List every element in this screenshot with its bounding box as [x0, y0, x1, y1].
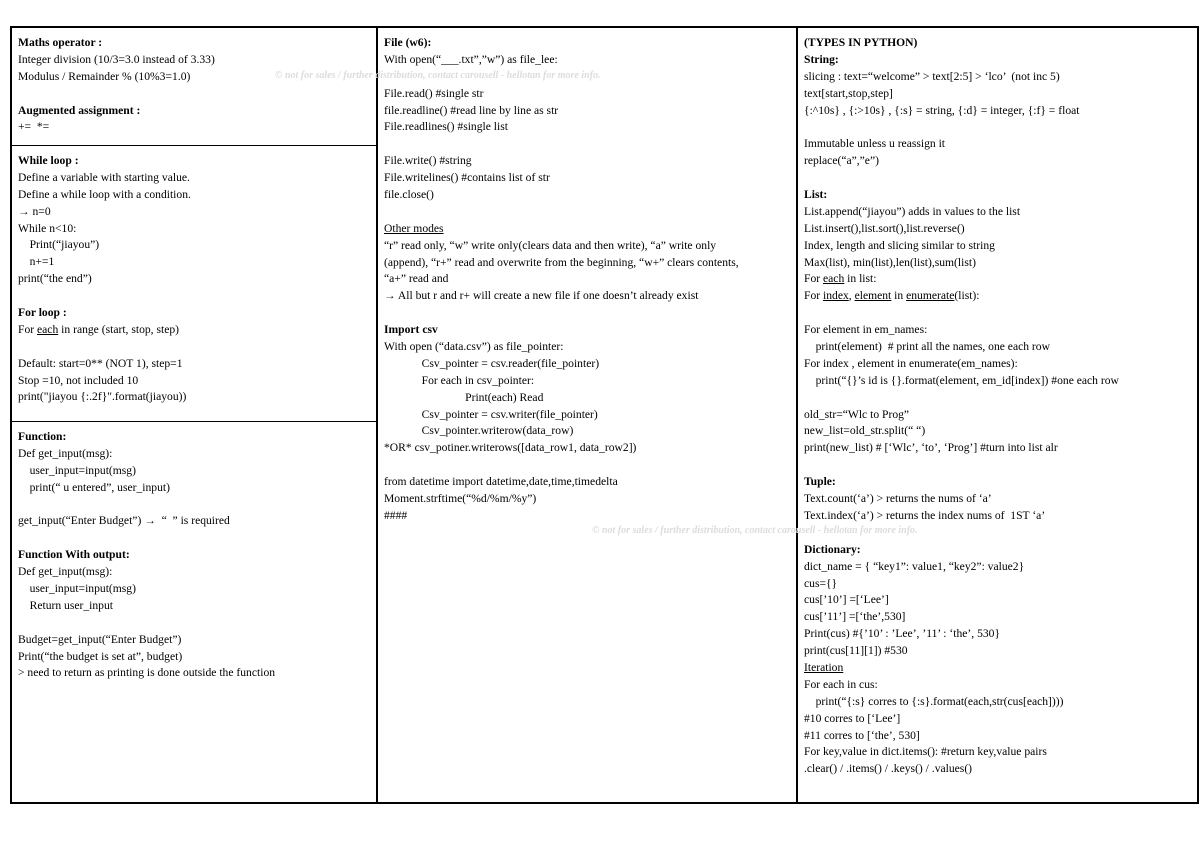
- text-line: file.readline() #read line by line as str: [384, 103, 559, 117]
- text-line: Text.count(‘a’) > returns the nums of ‘a’: [804, 492, 992, 506]
- section-loops: [12, 146, 376, 422]
- text-line: += *=: [18, 120, 50, 134]
- text-segment: each: [37, 322, 59, 336]
- text-line: Integer division (10/3=3.0 instead of 3.33): [18, 52, 215, 66]
- text-line: → All but r and r+ will create a new file if one doesn’t already exist: [384, 289, 699, 303]
- text-line: Def get_input(msg):: [18, 446, 113, 460]
- blank-line: [804, 457, 1191, 474]
- section-heading: Maths operator :: [18, 36, 103, 49]
- text-line: cus[’11’] =[‘the’,530]: [804, 610, 906, 624]
- watermark-middle: © not for sales / further distribution, contact carousell - hellotan for more info.: [592, 525, 918, 536]
- column-files: [378, 28, 798, 802]
- text-line: File.readlines() #single list: [384, 120, 508, 134]
- text-line: #10 corres to [‘Lee’]: [804, 711, 901, 725]
- section-heading: String:: [804, 52, 839, 66]
- section-heading: File (w6):: [384, 36, 432, 49]
- blank-line: [18, 288, 370, 305]
- text-line: print(“ u entered”, user_input): [18, 480, 170, 494]
- text-segment: (list):: [954, 289, 980, 303]
- column-types: [798, 28, 1197, 802]
- text-line: Csv_pointer = csv.reader(file_pointer): [384, 356, 600, 370]
- section-heading: List:: [804, 188, 828, 202]
- section-heading: While loop :: [18, 154, 79, 167]
- text-line: With open (“data.csv”) as file_pointer:: [384, 340, 564, 354]
- text-line: For element in em_names:: [804, 323, 928, 337]
- text-line: With open(“___.txt”,”w”) as file_lee:: [384, 52, 558, 66]
- blank-line: [18, 615, 370, 632]
- text-line: “r” read only, “w” write only(clears data and then write), “a” write only: [384, 238, 717, 252]
- section-operators: [12, 28, 376, 146]
- text-line: Modulus / Remainder % (10%3=1.0): [18, 69, 191, 83]
- blank-line: [384, 136, 790, 153]
- text-line: *OR* csv_potiner.writerows([data_row1, data_row2]): [384, 441, 637, 455]
- blank-line: [804, 170, 1191, 187]
- text-line: get_input(“Enter Budget”) → “ ” is required: [18, 514, 230, 528]
- text-line: file.close(): [384, 188, 434, 202]
- text-segment: index: [823, 289, 849, 303]
- text-segment: each: [823, 272, 845, 286]
- text-line: Moment.strftime(“%d/%m/%y”): [384, 492, 537, 506]
- text-line: print(“{}’s id is {}.format(element, em_id[index]) #one each row: [804, 373, 1119, 387]
- text-line: Print(each) Read: [384, 390, 544, 404]
- text-line: slicing : text=“welcome” > text[2:5] > ‘lco’ (not inc 5): [804, 69, 1060, 83]
- text-line: Define a while loop with a condition.: [18, 187, 191, 201]
- text-line: Csv_pointer = csv.writer(file_pointer): [384, 407, 598, 421]
- text-line: Max(list), min(list),len(list),sum(list): [804, 255, 976, 269]
- text-segment: For: [18, 322, 38, 336]
- text-line: .clear() / .items() / .keys() / .values(): [804, 762, 973, 776]
- text-line: Budget=get_input(“Enter Budget”): [18, 632, 182, 646]
- blank-line: [384, 305, 790, 322]
- text-line: new_list=old_str.split(“ “): [804, 424, 926, 438]
- text-segment: For: [804, 289, 824, 303]
- text-line: Print(“the budget is set at”, budget): [18, 649, 183, 663]
- text-line: #11 corres to [‘the’, 530]: [804, 728, 920, 742]
- column-basics: [12, 28, 378, 802]
- blank-line: [804, 390, 1191, 407]
- text-line: replace(“a”,”e”): [804, 154, 879, 168]
- text-line: For each in cus:: [804, 677, 878, 691]
- text-line: [18, 322, 370, 339]
- text-line: dict_name = { “key1”: value1, “key2”: value2}: [804, 559, 1025, 573]
- text-segment: For: [804, 272, 824, 286]
- section-files: [378, 28, 796, 525]
- text-line: List.append(“jiayou”) adds in values to the list: [804, 204, 1021, 218]
- text-line: print(“{:s} corres to {:s}.format(each,str(cus[each]))): [804, 694, 1064, 708]
- text-line: {:^10s} , {:>10s} , {:s} = string, {:d} = integer, {:f} = float: [804, 103, 1080, 117]
- blank-line: [384, 457, 790, 474]
- text-line: “a+” read and: [384, 272, 449, 286]
- text-line: print(element) # print all the names, one each row: [804, 340, 1050, 354]
- text-line: → n=0: [18, 204, 51, 218]
- text-line: For key,value in dict.items(): #return key,value pairs: [804, 745, 1047, 759]
- text-segment: enumerate: [906, 289, 955, 303]
- text-segment: ,: [848, 289, 855, 303]
- text-line: While n<10:: [18, 221, 77, 235]
- text-line: List.insert(),list.sort(),list.reverse(): [804, 221, 965, 235]
- text-line: File.read() #single str: [384, 86, 484, 100]
- blank-line: [18, 86, 370, 103]
- text-line: [804, 288, 1191, 305]
- section-heading: For loop :: [18, 306, 67, 320]
- text-line: old_str=“Wlc to Prog”: [804, 407, 910, 421]
- text-line: > need to return as printing is done outside the function: [18, 666, 276, 680]
- text-line: Immutable unless u reassign it: [804, 137, 946, 151]
- section-heading: Function:: [18, 430, 67, 443]
- section-heading: (TYPES IN PYTHON): [804, 36, 918, 49]
- text-line: Index, length and slicing similar to string: [804, 238, 995, 252]
- text-line: Return user_input: [18, 598, 113, 612]
- section-functions: [12, 422, 376, 802]
- blank-line: [804, 305, 1191, 322]
- text-line: Print(“jiayou”): [18, 238, 100, 252]
- text-line: cus[’10’] =[‘Lee’]: [804, 593, 889, 607]
- text-segment: in range (start, stop, step): [58, 322, 180, 336]
- text-line: print(“the end”): [18, 272, 92, 286]
- text-line: Text.index(‘a’) > returns the index nums of 1ST ‘a’: [804, 508, 1046, 522]
- section-types: [798, 28, 1197, 778]
- text-line: from datetime import datetime,date,time,timedelta: [384, 475, 618, 489]
- text-line: Define a variable with starting value.: [18, 170, 190, 184]
- text-line: text[start,stop,step]: [804, 86, 893, 100]
- text-line: Def get_input(msg):: [18, 565, 113, 579]
- text-line: For each in csv_pointer:: [384, 373, 535, 387]
- text-line: print("jiayou {:.2f}".format(jiayou)): [18, 390, 187, 404]
- text-line: print(new_list) # [‘Wlc’, ‘to’, ‘Prog’] #turn into list alr: [804, 441, 1058, 455]
- text-line: user_input=input(msg): [18, 463, 136, 477]
- text-line: n+=1: [18, 255, 55, 269]
- section-heading: Augmented assignment :: [18, 103, 141, 117]
- blank-line: [384, 69, 790, 86]
- text-line: user_input=input(msg): [18, 582, 136, 596]
- text-line: Default: start=0** (NOT 1), step=1: [18, 356, 183, 370]
- section-heading: Dictionary:: [804, 542, 861, 556]
- section-heading: Function With output:: [18, 548, 130, 562]
- text-line: Iteration: [804, 660, 844, 674]
- blank-line: [804, 525, 1191, 542]
- text-line: Csv_pointer.writerow(data_row): [384, 424, 574, 438]
- text-line: [804, 271, 1191, 288]
- text-segment: in list:: [844, 272, 877, 286]
- cheat-sheet: [10, 26, 1199, 804]
- text-segment: in: [891, 289, 907, 303]
- section-heading: Tuple:: [804, 475, 836, 489]
- text-line: Stop =10, not included 10: [18, 373, 139, 387]
- text-line: Print(cus) #{’10’ : ’Lee’, ’11’ : ‘the’, 530}: [804, 627, 1001, 641]
- blank-line: [18, 497, 370, 514]
- text-line: cus={}: [804, 576, 838, 590]
- blank-line: [384, 204, 790, 221]
- text-line: File.writelines() #contains list of str: [384, 171, 550, 185]
- text-line: File.write() #string: [384, 154, 472, 168]
- text-line: Other modes: [384, 221, 444, 235]
- watermark-top: © not for sales / further distribution, contact carousell - hellotan for more info.: [275, 70, 601, 81]
- text-line: print(cus[11][1]) #530: [804, 644, 908, 658]
- text-line: For index , element in enumerate(em_names):: [804, 356, 1018, 370]
- blank-line: [18, 339, 370, 356]
- text-segment: element: [854, 289, 892, 303]
- text-line: (append), “r+” read and overwrite from the beginning, “w+” clears contents,: [384, 255, 739, 269]
- blank-line: [804, 119, 1191, 136]
- text-line: ####: [384, 508, 408, 522]
- blank-line: [18, 530, 370, 547]
- section-heading: Import csv: [384, 323, 438, 337]
